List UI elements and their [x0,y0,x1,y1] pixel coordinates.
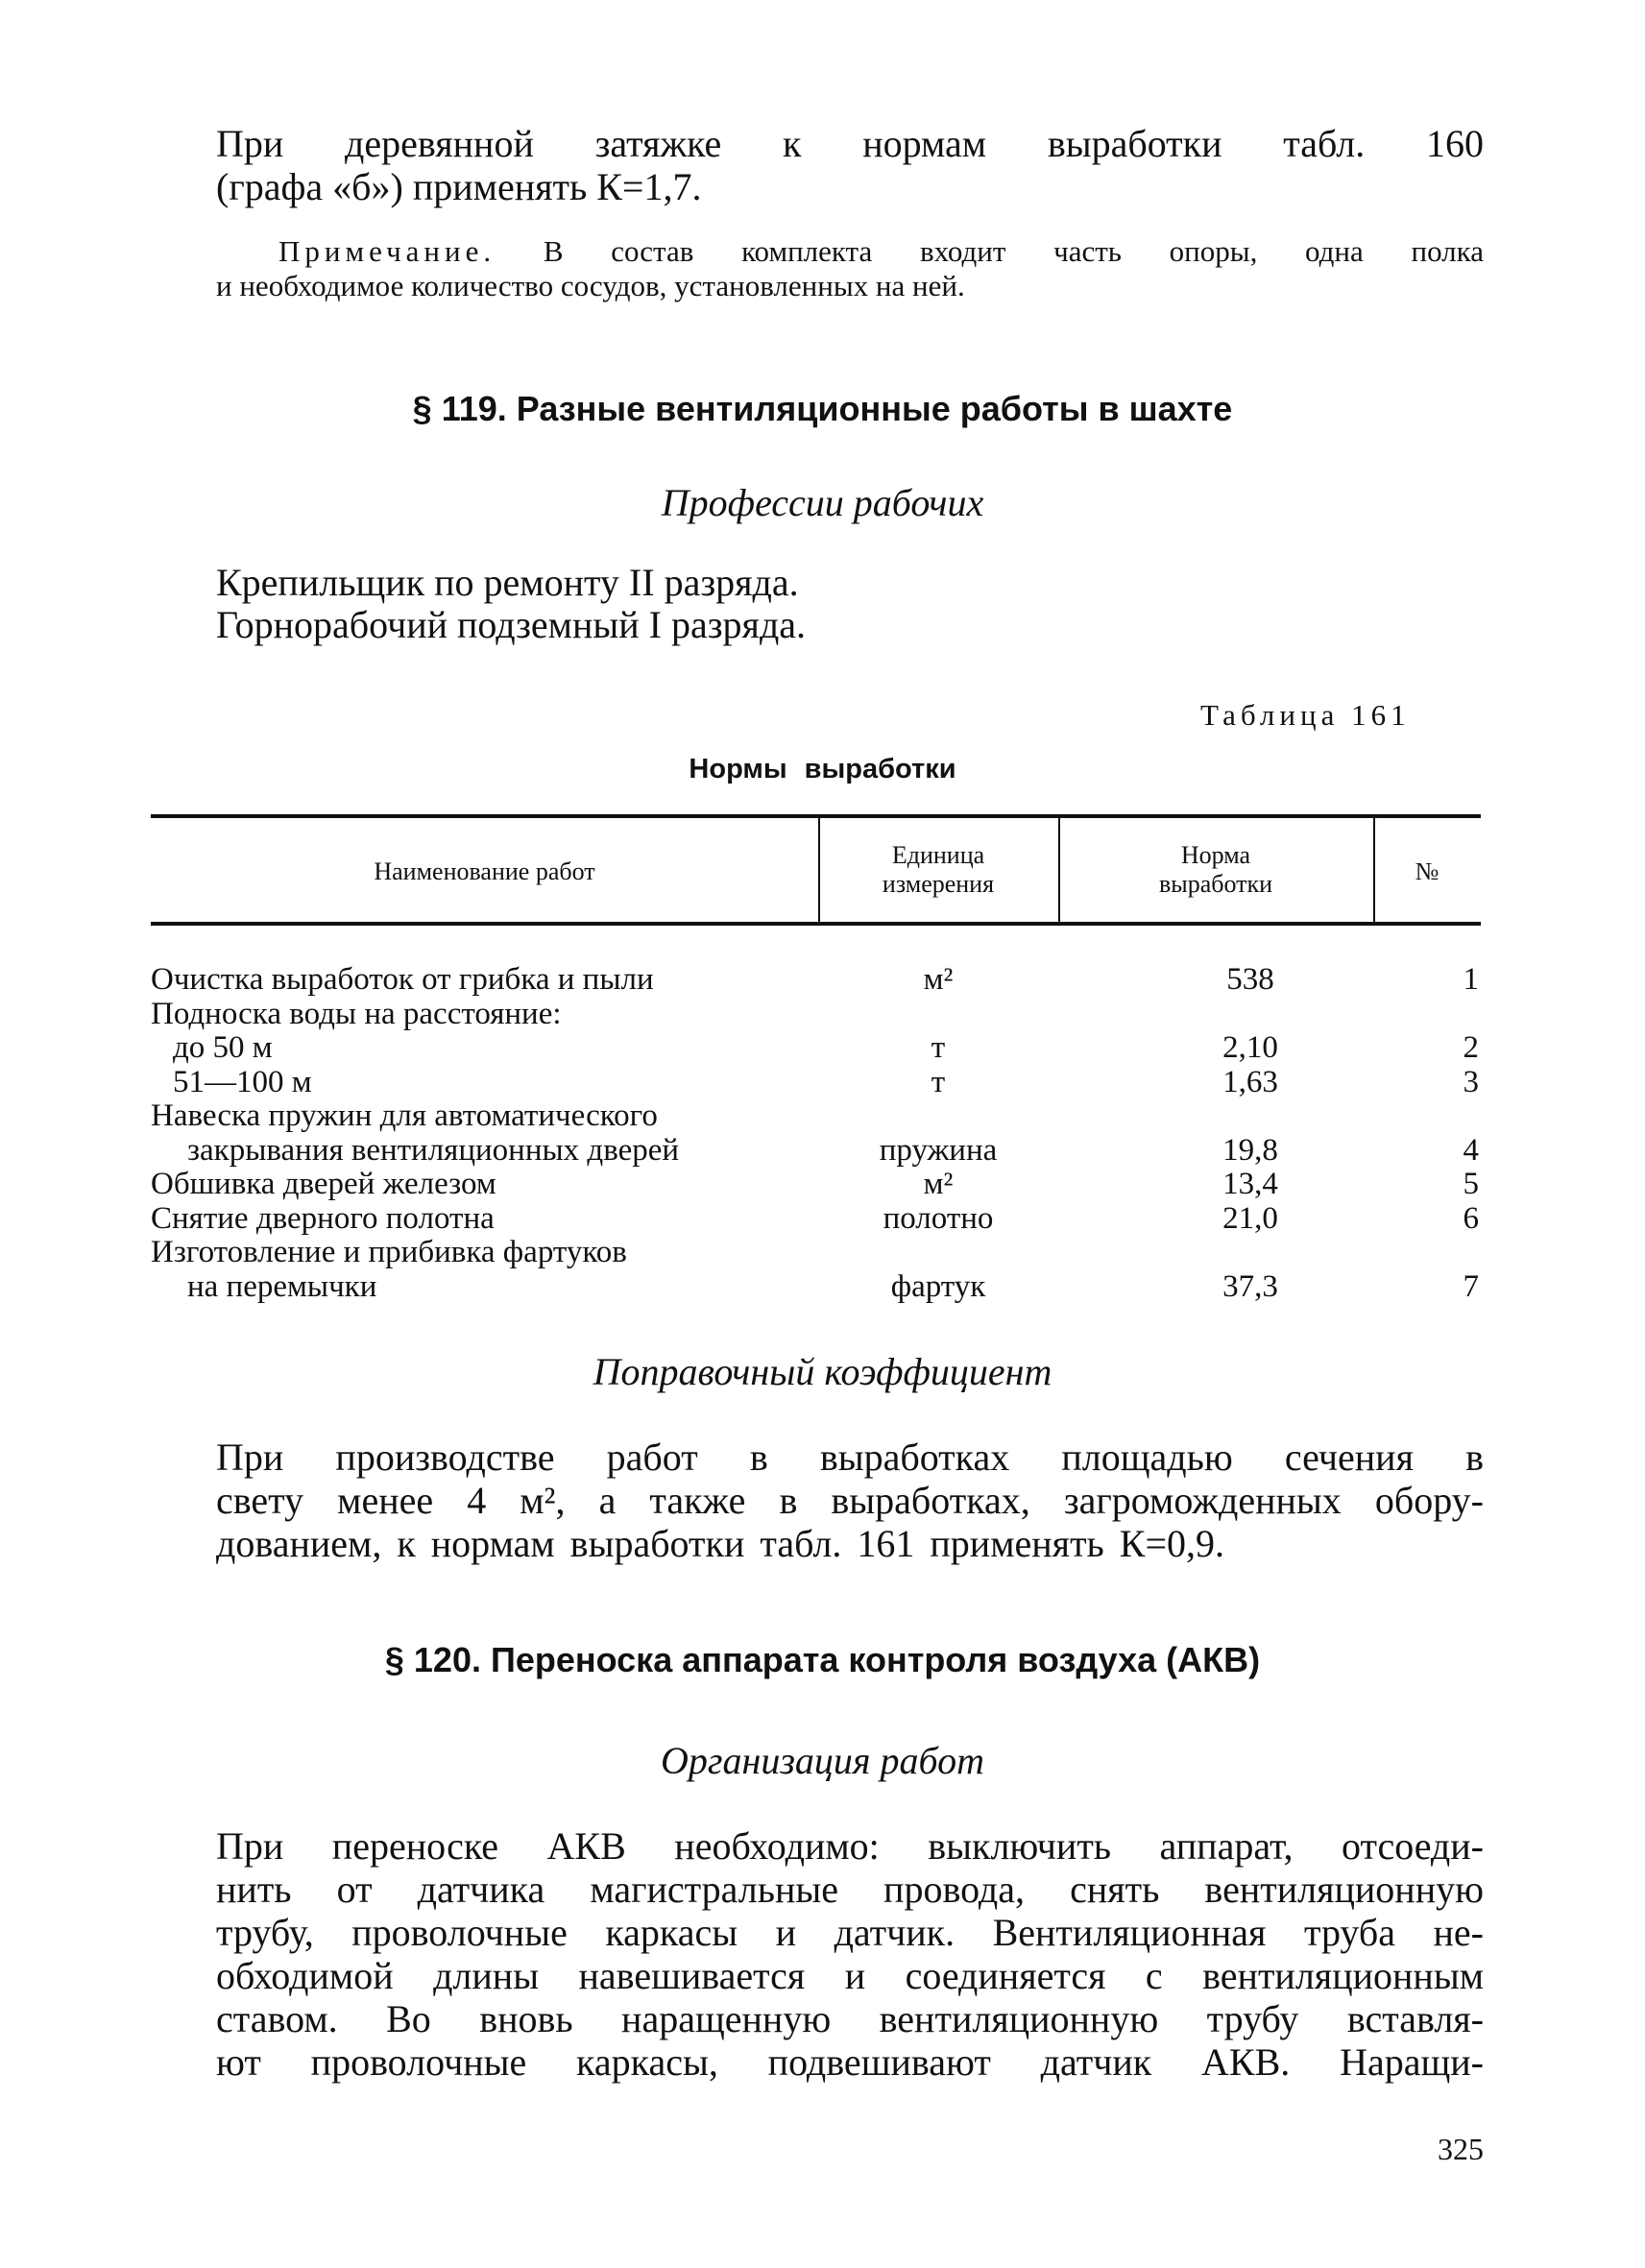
note-line [278,234,1484,269]
worker-line: Горнорабочий подземный I разряда. [216,603,807,646]
row-norm: 21,0 [1222,1200,1278,1236]
row-name: на перемычки [187,1268,377,1304]
worker-line: Крепильщик по ремонту II разряда. [216,561,799,604]
text-line: ставом. Во вновь наращенную вентиляционную трубу вставля- [216,1997,1484,2040]
header-name: Наименование работ [374,857,595,885]
text-line: нить от датчика магистральные провода, снять вентиляционную [216,1868,1484,1911]
row-name: до 50 м [173,1030,273,1065]
row-name: Изготовление и прибивка фартуков [151,1235,627,1269]
row-unit: т [931,1064,946,1099]
row-name: Очистка выработок от грибка и пыли [151,962,654,997]
subheading: Профессии рабочих [661,481,984,524]
note-line: и необходимое количество сосудов, установленных на ней. [216,269,965,302]
section-heading: § 119. Разные вентиляционные работы в шахте [412,389,1233,428]
row-norm: 19,8 [1222,1132,1278,1168]
table-top-rule [151,814,1481,818]
table-title: Нормы выработки [689,754,956,784]
note-label: Примечание. [278,234,496,268]
row-unit: полотно [883,1200,994,1236]
row-number: 2 [1463,1030,1479,1065]
text-line: дованием, к нормам выработки табл. 161 применять К=0,9. [216,1522,1225,1565]
text-line: трубу, проволочные каркасы и датчик. Вентиляционная труба не- [216,1911,1484,1954]
text-line: При деревянной затяжке к нормам выработки табл. 160 [216,122,1484,165]
text-line: При производстве работ в выработках площадью сечения в [216,1436,1484,1479]
row-number: 3 [1463,1064,1479,1099]
row-norm: 1,63 [1222,1064,1278,1099]
row-unit: м² [923,962,954,997]
row-unit: пружина [879,1132,998,1168]
row-norm: 538 [1226,962,1274,997]
row-unit: м² [923,1167,954,1201]
page-number: 325 [1438,2132,1484,2166]
header-unit: Единица измерения [882,841,995,898]
row-name: Обшивка дверей железом [151,1167,496,1201]
subheading: Организация работ [660,1739,984,1782]
subheading: Поправочный коэффициент [593,1350,1052,1393]
row-number: 7 [1463,1268,1479,1304]
row-number: 6 [1463,1200,1479,1236]
row-norm: 13,4 [1222,1167,1278,1201]
row-number: 4 [1463,1132,1479,1168]
row-name: Навеска пружин для автоматического [151,1098,658,1133]
text-line: (графа «б») применять К=1,7. [216,165,702,208]
header-norm: Норма выработки [1158,841,1273,898]
row-name: Подноска воды на расстояние: [151,996,562,1031]
row-name: закрывания вентиляционных дверей [187,1132,680,1168]
text-line: свету менее 4 м², а также в выработках, загроможденных обору- [216,1479,1484,1522]
row-name: Снятие дверного полотна [151,1200,495,1236]
row-norm: 2,10 [1222,1030,1278,1065]
row-unit: т [931,1030,946,1065]
table-header-rule [151,922,1481,926]
row-norm: 37,3 [1222,1268,1278,1304]
row-number: 5 [1463,1167,1479,1201]
row-number: 1 [1463,962,1479,997]
note-text: В состав комплекта входит часть опоры, одна полка [496,234,1484,268]
text-line: обходимой длины навешивается и соединяется с вентиляционным [216,1954,1484,1997]
text-line: ют проволочные каркасы, подвешивают датчик АКВ. Наращи- [216,2040,1484,2084]
row-unit: фартук [890,1268,986,1304]
text-line: При переноске АКВ необходимо: выключить аппарат, отсоеди- [216,1824,1484,1868]
header-number: № [1415,857,1439,885]
row-name: 51—100 м [173,1064,312,1099]
table-label: Таблица 161 [1200,698,1411,732]
section-heading: § 120. Переноска аппарата контроля воздуха (АКВ) [384,1640,1261,1679]
